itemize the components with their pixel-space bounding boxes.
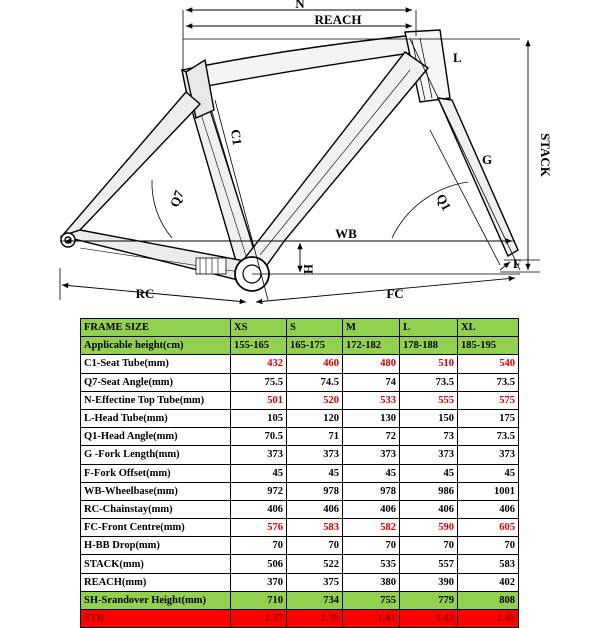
- row-value: 779: [400, 591, 458, 609]
- label-h: H: [301, 264, 316, 275]
- row-label: Q1-Head Angle(mm): [81, 428, 231, 446]
- table-row: [81, 428, 519, 446]
- table-row: [81, 573, 519, 591]
- row-value: 575: [458, 391, 519, 409]
- row-value: 540: [458, 355, 519, 373]
- row-value: 501: [231, 391, 287, 409]
- row-value: 70: [458, 537, 519, 555]
- row-value: 72: [343, 428, 400, 446]
- row-label: REACH(mm): [81, 573, 231, 591]
- row-label: F-Fork Offset(mm): [81, 464, 231, 482]
- table-row: [81, 537, 519, 555]
- row-value: 576: [231, 519, 287, 537]
- row-label: H-BB Drop(mm): [81, 537, 231, 555]
- row-value: 155-165: [231, 337, 287, 355]
- row-value: 605: [458, 519, 519, 537]
- row-label: N-Effectine Top Tube(mm): [81, 391, 231, 409]
- row-value: 370: [231, 573, 287, 591]
- row-value: 555: [400, 391, 458, 409]
- seat-stay: [62, 92, 200, 236]
- row-value: 45: [231, 464, 287, 482]
- table-row: [81, 355, 519, 373]
- row-label: C1-Seat Tube(mm): [81, 355, 231, 373]
- row-label: Applicable height(cm): [81, 337, 231, 355]
- row-value: 986: [400, 482, 458, 500]
- row-value: 70: [287, 537, 343, 555]
- row-value: 185-195: [458, 337, 519, 355]
- row-value: 73.5: [458, 373, 519, 391]
- label-rc: RC: [135, 286, 155, 301]
- row-value: 74: [343, 373, 400, 391]
- row-value: 70: [343, 537, 400, 555]
- table-row: [81, 446, 519, 464]
- row-value: 375: [287, 573, 343, 591]
- table-row: [81, 409, 519, 427]
- row-value: 582: [343, 519, 400, 537]
- row-value: 75.5: [231, 373, 287, 391]
- row-label: FC-Front Centre(mm): [81, 519, 231, 537]
- row-value: 70.5: [231, 428, 287, 446]
- table-row: [81, 464, 519, 482]
- row-value: 972: [231, 482, 287, 500]
- row-value: 73.5: [458, 428, 519, 446]
- row-value: 150: [400, 409, 458, 427]
- row-value: 520: [287, 391, 343, 409]
- header-size-4: L: [400, 319, 458, 337]
- row-value: 1001: [458, 482, 519, 500]
- row-value: 734: [287, 591, 343, 609]
- label-n: N: [295, 0, 305, 11]
- row-value: 373: [343, 446, 400, 464]
- row-value: 535: [343, 555, 400, 573]
- row-value: 978: [287, 482, 343, 500]
- row-label: WB-Wheelbase(mm): [81, 482, 231, 500]
- table-header-row: [81, 319, 519, 337]
- label-q1: Q1: [433, 191, 455, 214]
- label-stack: STACK: [538, 133, 553, 177]
- bike-frame: [61, 30, 518, 291]
- row-value: 45: [343, 464, 400, 482]
- row-value: 175: [458, 409, 519, 427]
- row-value: 583: [287, 519, 343, 537]
- row-value: 45: [287, 464, 343, 482]
- header-size-5: XL: [458, 319, 519, 337]
- row-value: 71: [287, 428, 343, 446]
- row-value: 557: [400, 555, 458, 573]
- row-value: 390: [400, 573, 458, 591]
- row-label: SH-Srandover Height(mm): [81, 591, 231, 609]
- label-g: G: [482, 152, 493, 167]
- row-value: 1.45: [458, 610, 519, 628]
- table-row: [81, 519, 519, 537]
- row-value: 480: [343, 355, 400, 373]
- geometry-table: [80, 318, 519, 628]
- header-size-1: XS: [231, 319, 287, 337]
- row-value: 45: [400, 464, 458, 482]
- row-value: 380: [343, 573, 400, 591]
- row-value: 1.37: [231, 610, 287, 628]
- row-value: 172-182: [343, 337, 400, 355]
- row-value: 1.39: [287, 610, 343, 628]
- row-value: 45: [458, 464, 519, 482]
- row-value: 73: [400, 428, 458, 446]
- label-wb: WB: [335, 226, 357, 241]
- row-value: 460: [287, 355, 343, 373]
- row-value: 510: [400, 355, 458, 373]
- row-value: 130: [343, 409, 400, 427]
- table-row: [81, 591, 519, 609]
- table-row: [81, 482, 519, 500]
- row-label: STACK(mm): [81, 555, 231, 573]
- row-value: 1.41: [343, 610, 400, 628]
- row-value: 165-175: [287, 337, 343, 355]
- row-value: 406: [343, 500, 400, 518]
- header-size-2: S: [287, 319, 343, 337]
- row-label: RC-Chainstay(mm): [81, 500, 231, 518]
- row-value: 506: [231, 555, 287, 573]
- row-label: STR: [81, 610, 231, 628]
- row-value: 978: [343, 482, 400, 500]
- table-row: [81, 500, 519, 518]
- row-value: 178-188: [400, 337, 458, 355]
- label-l: L: [453, 50, 462, 65]
- row-label: Q7-Seat Angle(mm): [81, 373, 231, 391]
- row-label: G -Fork Length(mm): [81, 446, 231, 464]
- row-value: 373: [400, 446, 458, 464]
- row-value: 105: [231, 409, 287, 427]
- table-row: [81, 373, 519, 391]
- row-value: 406: [458, 500, 519, 518]
- header-size-3: M: [343, 319, 400, 337]
- row-value: 590: [400, 519, 458, 537]
- row-value: 1.43: [400, 610, 458, 628]
- label-reach: REACH: [314, 12, 362, 27]
- row-value: 402: [458, 573, 519, 591]
- row-value: 755: [343, 591, 400, 609]
- row-value: 533: [343, 391, 400, 409]
- table-row: [81, 337, 519, 355]
- fork: [438, 98, 518, 256]
- row-value: 373: [458, 446, 519, 464]
- row-value: 808: [458, 591, 519, 609]
- table-row: [81, 391, 519, 409]
- row-value: 70: [400, 537, 458, 555]
- row-value: 583: [458, 555, 519, 573]
- row-value: 522: [287, 555, 343, 573]
- row-value: 432: [231, 355, 287, 373]
- row-value: 70: [231, 537, 287, 555]
- row-value: 373: [287, 446, 343, 464]
- row-value: 74.5: [287, 373, 343, 391]
- row-value: 406: [231, 500, 287, 518]
- row-value: 710: [231, 591, 287, 609]
- row-value: 373: [231, 446, 287, 464]
- row-value: 73.5: [400, 373, 458, 391]
- table-row: [81, 555, 519, 573]
- table-row: [81, 610, 519, 628]
- label-f: F: [513, 256, 521, 271]
- header-frame-size: FRAME SIZE: [81, 319, 231, 337]
- row-value: 406: [400, 500, 458, 518]
- row-value: 406: [287, 500, 343, 518]
- row-value: 120: [287, 409, 343, 427]
- label-q7: Q7: [166, 188, 187, 210]
- label-c1: C1: [228, 128, 246, 147]
- label-fc: FC: [386, 286, 404, 301]
- row-label: L-Head Tube(mm): [81, 409, 231, 427]
